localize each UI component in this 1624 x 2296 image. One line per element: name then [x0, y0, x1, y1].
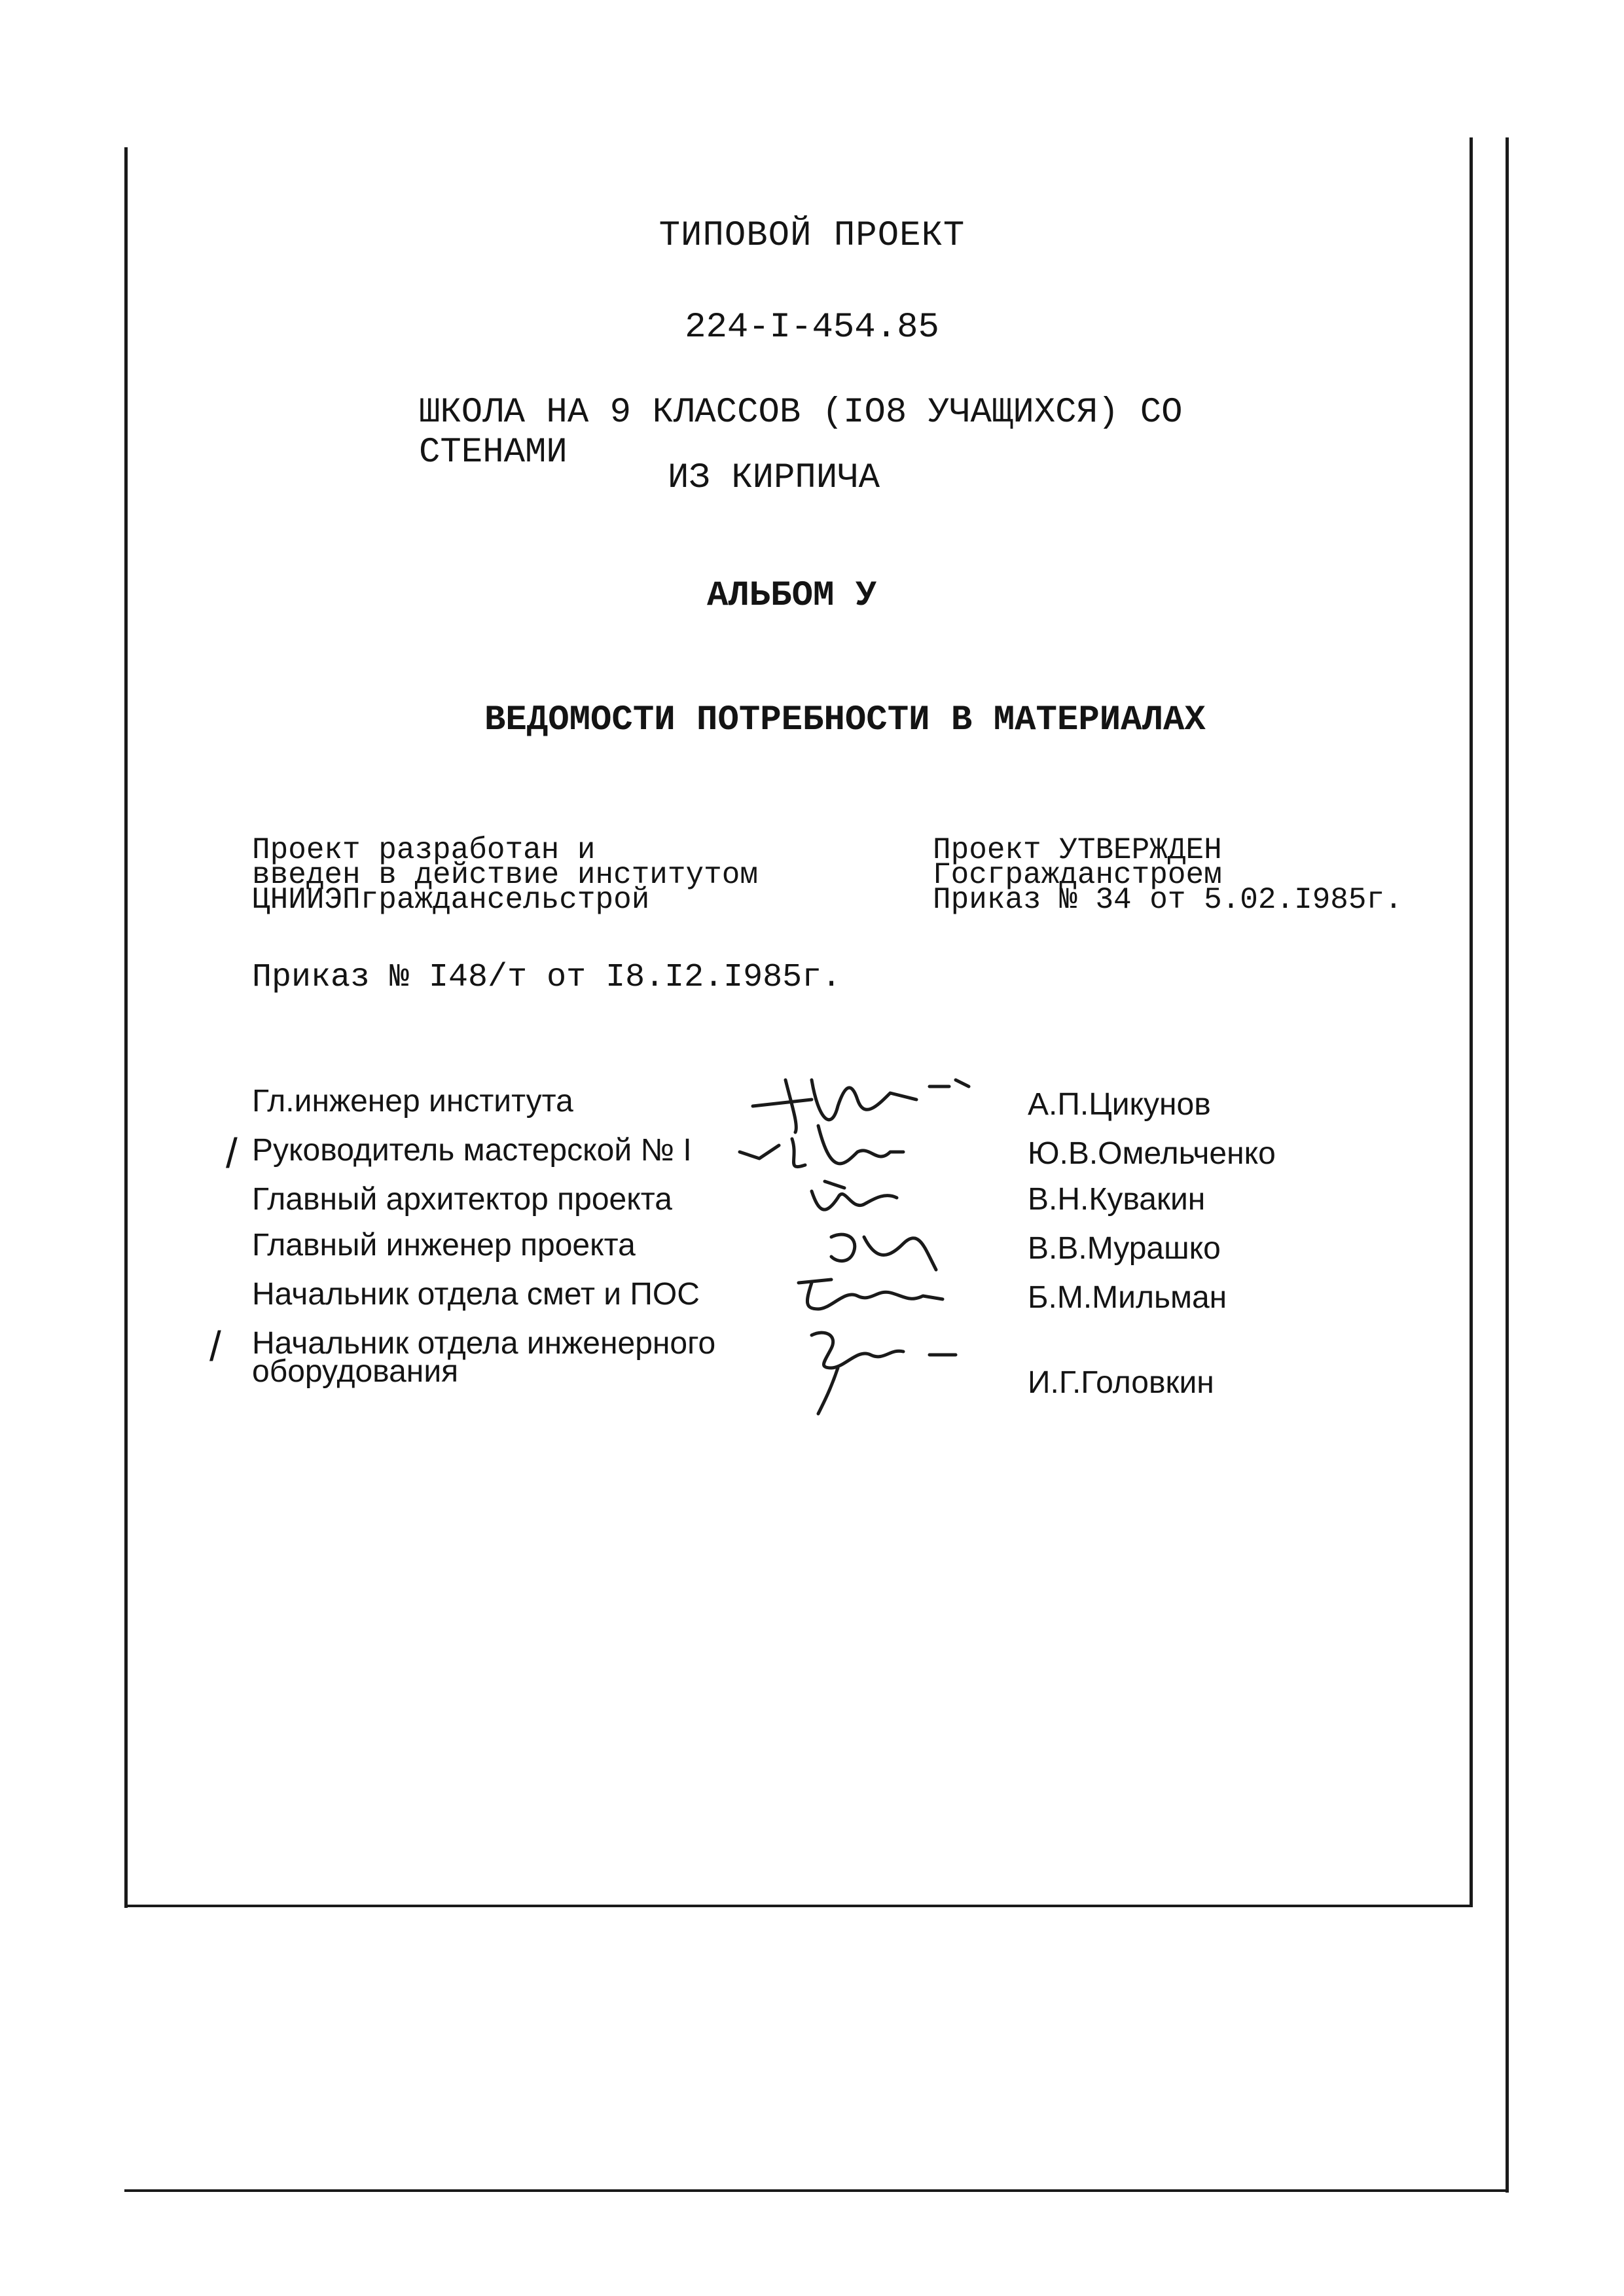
project-title-line2: ИЗ КИРПИЧА — [668, 458, 880, 498]
approved-line1: Проект УТВЕРЖДЕН — [933, 833, 1222, 867]
signature-name: А.П.Цикунов — [1028, 1087, 1211, 1122]
frame-left-border — [124, 147, 128, 1908]
margin-check-mark: / — [226, 1130, 238, 1177]
signature-name: И.Г.Головкин — [1028, 1365, 1214, 1400]
signature-scribble-2 — [740, 1126, 903, 1167]
signature-scribble-6 — [812, 1333, 956, 1414]
signature-position-line2: оборудования — [252, 1354, 459, 1389]
frame-bottom-border — [124, 1905, 1473, 1907]
signature-position: Главный архитектор проекта — [252, 1182, 672, 1217]
margin-check-mark: / — [209, 1323, 221, 1370]
frame-right-border-inner — [1470, 137, 1473, 1905]
project-title-line1: ШКОЛА НА 9 КЛАССОВ (IO8 УЧАЩИХСЯ) СО СТЕНАМИ — [419, 393, 1183, 473]
album-heading: АЛЬБОМ У — [707, 576, 877, 616]
signature-position: Начальник отдела инженерного — [252, 1326, 716, 1361]
page-bottom-rule — [124, 2189, 1509, 2192]
signature-position: Гл.инженер института — [252, 1084, 573, 1119]
signature-name: Б.М.Мильман — [1028, 1280, 1227, 1315]
signature-scribble-5 — [799, 1280, 943, 1309]
signature-scribble-3 — [812, 1181, 897, 1210]
developed-line2: введен в действие институтом — [252, 858, 758, 892]
signature-name: Ю.В.Омельченко — [1028, 1136, 1276, 1171]
approved-line3: Приказ № 34 от 5.02.I985г. — [933, 883, 1403, 917]
doc-type-heading: ТИПОВОЙ ПРОЕКТ — [659, 216, 965, 256]
approved-block — [933, 833, 1522, 917]
signature-scribble-4 — [831, 1234, 936, 1270]
handwritten-signatures — [733, 1060, 1021, 1427]
project-code: 224-I-454.85 — [685, 308, 939, 348]
approved-line2: Госгражданстроем — [933, 858, 1222, 892]
signature-position: Главный инженер проекта — [252, 1228, 636, 1263]
developed-block — [252, 833, 907, 917]
developed-order: Приказ № I48/т от I8.I2.I985г. — [252, 959, 842, 996]
signature-position: Начальник отдела смет и ПОС — [252, 1277, 700, 1312]
signature-position: Руководитель мастерской № I — [252, 1133, 692, 1168]
signature-name: В.Н.Кувакин — [1028, 1182, 1206, 1217]
subject-heading: ВЕДОМОСТИ ПОТРЕБНОСТИ В МАТЕРИАЛАХ — [484, 700, 1206, 740]
frame-right-border-outer — [1506, 137, 1509, 2193]
signature-scribble-1 — [753, 1080, 969, 1132]
developed-line1: Проект разработан и — [252, 833, 596, 867]
developed-line3: ЦНИИЭПграждансельстрой — [252, 883, 650, 917]
signature-name: В.В.Мурашко — [1028, 1231, 1221, 1266]
